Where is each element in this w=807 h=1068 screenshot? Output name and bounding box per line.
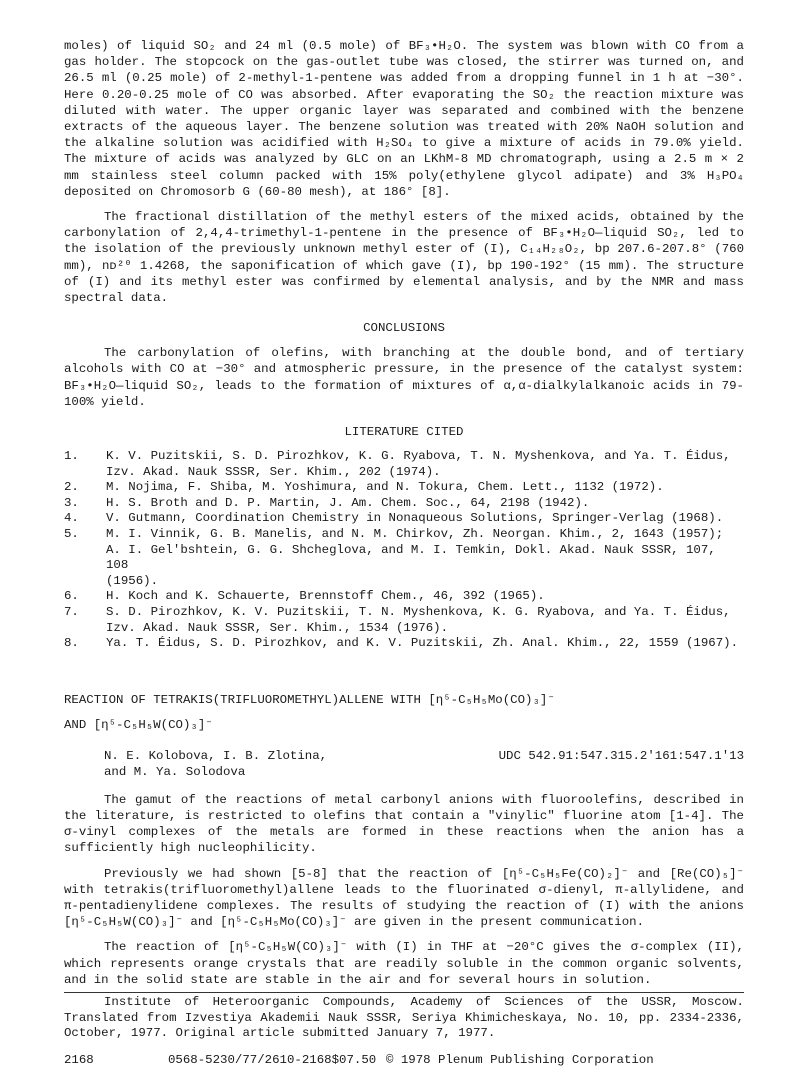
copyright-notice: © 1978 Plenum Publishing Corporation — [386, 1052, 654, 1067]
reference-item — [64, 496, 744, 512]
reference-line: H. Koch and K. Schauerte, Brennstoff Chem., 46, 392 (1965). — [106, 589, 545, 604]
literature-heading: LITERATURE CITED — [344, 425, 464, 440]
reference-line: Ya. T. Éidus, S. D. Pirozhkov, and K. V. Puzitskii, Zh. Anal. Khim., 22, 1559 (1967). — [106, 636, 739, 651]
page-number: 2168 — [64, 1052, 94, 1067]
reference-number: 8. — [64, 636, 79, 651]
authors-row-2 — [64, 764, 744, 780]
authors-line1: N. E. Kolobova, I. B. Zlotina, — [104, 748, 328, 763]
conclusions-text: The carbonylation of olefins, with branching at the double bond, and of tertiary alcohols with CO at −30° and atmospheric pressure, in the presence of the catalyst system: BF₃•H₂O—liquid SO₂, leads to the formation of mixtures of α,α-dialkylalkanoic acids in 79-100% yield. — [64, 346, 744, 409]
reference-item — [64, 636, 744, 652]
reference-line: S. D. Pirozhkov, K. V. Puzitskii, T. N. Myshenkova, K. G. Ryabova, and Ya. T. Éidus, — [106, 605, 731, 619]
reference-line: M. Nojima, F. Shiba, M. Yoshimura, and N. Tokura, Chem. Lett., 1132 (1972). — [106, 480, 664, 495]
reference-line: Izv. Akad. Nauk SSSR, Ser. Khim., 202 (1974). — [106, 464, 441, 479]
reference-text — [106, 527, 744, 589]
conclusions-heading: CONCLUSIONS — [363, 321, 445, 336]
reference-text — [106, 636, 744, 652]
reference-number: 2. — [64, 480, 79, 495]
reference-item — [64, 511, 744, 527]
reference-number: 6. — [64, 589, 79, 604]
reference-item — [64, 449, 744, 480]
experimental-paragraph: moles) of liquid SO₂ and 24 ml (0.5 mole) of BF₃•H₂O. The system was blown with CO from a gas holder. The stopcock on the gas-outlet tube was closed, the stirrer was turned on, and 26.5 ml (0.25 mole) of 2-methyl-1-pentene was added from a dropping funnel in 1 h at −30°. Here 0.20-0.25 mole of CO was absorbed. After evaporating the SO₂ the reaction mixture was diluted with water. The upper organic layer was separated and combined with the benzene extracts of the aqueous layer. The benzene solution was treated with 20% NaOH solution and the alkaline solution was acidified with H₂SO₄ to give a mixture of acids in 79.0% yield. The mixture of acids was analyzed by GLC on an LKhM-8 MD chromatograph, using a 2.5 m × 2 mm stainless steel column packed with 15% poly(ethylene glycol adipate) and 3% H₃PO₄ deposited on Chromosorb G (60-80 mesh), at 186° [8]. — [64, 39, 744, 199]
reference-item — [64, 527, 744, 589]
article-title-line1: REACTION OF TETRAKIS(TRIFLUOROMETHYL)ALLENE WITH [η⁵-C₅H₅Mo(CO)₃]⁻ — [64, 692, 555, 707]
article-code: 0568-5230/77/2610-2168$07.50 — [168, 1052, 377, 1067]
reference-number: 7. — [64, 605, 79, 619]
authors-row — [64, 748, 744, 764]
udc-code: UDC 542.91:547.315.2'161:547.1'13 — [498, 748, 744, 763]
distillation-paragraph: The fractional distillation of the methyl esters of the mixed acids, obtained by the carbonylation of 2,4,4-trimethyl-1-pentene in the presence of BF₃•H₂O—liquid SO₂, led to the isolation of the previously unknown methyl ester of (I), C₁₄H₂₈O₂, bp 207.6-207.8° (760 mm), nᴅ²⁰ 1.4268, the saponification of which gave (I), bp 190-192° (15 mm). The structure of (I) and its methyl ester was confirmed by elemental analysis, and by the NMR and mass spectral data. — [64, 210, 744, 306]
reference-line: M. I. Vinnik, G. B. Manelis, and N. M. Chirkov, Zh. Neorgan. Khim., 2, 1643 (1957); — [106, 527, 724, 542]
reference-line: H. S. Broth and D. P. Martin, J. Am. Chem. Soc., 64, 2198 (1942). — [106, 495, 590, 510]
reference-number: 1. — [64, 449, 79, 464]
reference-text — [106, 589, 744, 605]
reference-text — [106, 449, 744, 480]
reference-line: K. V. Puzitskii, S. D. Pirozhkov, K. G. Ryabova, T. N. Myshenkova, and Ya. T. Éidus, — [106, 449, 731, 464]
authors-line2: and M. Ya. Solodova — [104, 764, 246, 779]
reference-text — [106, 511, 744, 527]
reference-number: 4. — [64, 511, 79, 526]
reference-text — [106, 480, 744, 496]
reference-number: 3. — [64, 495, 79, 510]
reference-line: (1956). — [106, 573, 159, 588]
reference-text — [106, 496, 744, 512]
reference-list — [64, 449, 744, 652]
previous-work-paragraph: Previously we had shown [5-8] that the reaction of [η⁵-C₅H₅Fe(CO)₂]⁻ and [Re(CO)₅]⁻ with tetrakis(trifluoromethyl)allene leads to the fluorinated σ-dienyl, π-allylidene, and π-pentadienylidene complexes. The results of studying the reaction of (I) with the anions [η⁵-C₅H₅W(CO)₃]⁻ and [η⁵-C₅H₅Mo(CO)₃]⁻ are given in the present communication. — [64, 866, 744, 930]
page-content — [64, 38, 744, 1068]
page-footer — [64, 1052, 744, 1068]
reference-line: Izv. Akad. Nauk SSSR, Ser. Khim., 1534 (1976). — [106, 620, 449, 635]
institution-footnote: Institute of Heteroorganic Compounds, Academy of Sciences of the USSR, Moscow. Translated from Izvestiya Akademii Nauk SSSR, Seriya Khimicheskaya, No. 10, pp. 2334-2336, October, 1977. Original article submitted January 7, 1977. — [64, 995, 744, 1041]
article-title-line2: AND [η⁵-C₅H₅W(CO)₃]⁻ — [64, 717, 213, 732]
reference-number: 5. — [64, 527, 79, 542]
reference-line: A. I. Gel'bshtein, G. G. Shcheglova, and M. I. Temkin, Dokl. Akad. Nauk SSSR, 107, 108 — [106, 542, 716, 573]
reaction-paragraph: The reaction of [η⁵-C₅H₅W(CO)₃]⁻ with (I) in THF at −20°C gives the σ-complex (II), which represents orange crystals that are readily soluble in the common organic solvents, and in the solid state are stable in the air and for several hours in solution. — [64, 940, 744, 987]
reference-text — [106, 605, 744, 636]
reference-line: V. Gutmann, Coordination Chemistry in Nonaqueous Solutions, Springer-Verlag (1968). — [106, 511, 724, 526]
reference-item — [64, 589, 744, 605]
reference-item — [64, 480, 744, 496]
intro-paragraph: The gamut of the reactions of metal carbonyl anions with fluoroolefins, described in the literature, is restricted to olefins that contain a "vinylic" fluorine atom [1-4]. The σ-vinyl complexes of the metals are formed in these reactions when the anion has a sufficiently high nucleophilicity. — [64, 792, 744, 856]
footnote-divider — [64, 992, 744, 993]
reference-item — [64, 605, 744, 636]
